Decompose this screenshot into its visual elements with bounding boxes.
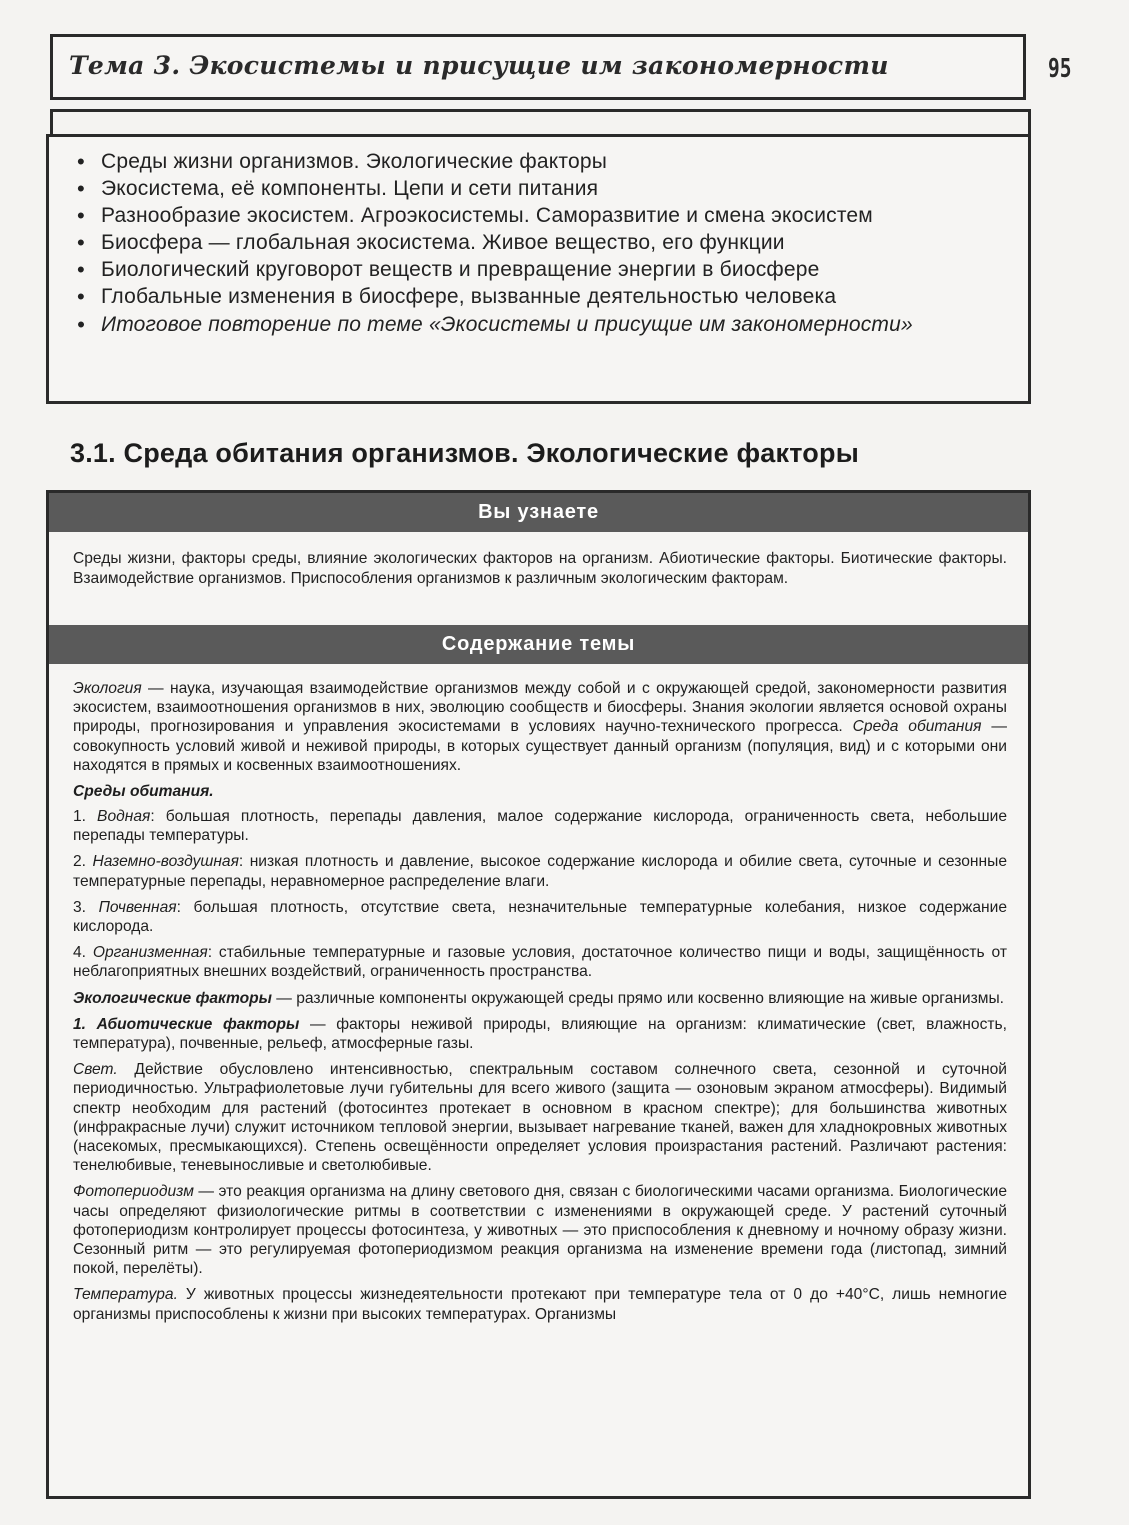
list-item: • Итоговое повторение по теме «Экосистемы и присущие им закономерности» [77, 311, 913, 337]
habitats-heading: Среды обитания. [73, 783, 214, 801]
topic-header [50, 34, 1026, 100]
bullet-icon: • [77, 176, 85, 202]
habitat-item: 3. Почвенная: большая плотность, отсутствие света, незначительные температурные колебания, низкое содержание кислорода. [73, 898, 1007, 936]
bullet-icon: • [77, 257, 85, 283]
topic-title: Тема 3. Экосистемы и присущие им закономерности [69, 51, 889, 80]
topic-contents-list [77, 149, 1006, 339]
page-number: 95 [1048, 54, 1072, 84]
paragraph-temperature: Температура. У животных процессы жизнедеятельности протекают при температуре тела от 0 до +40°С, лишь немногие организмы приспособлены к жизни при высоких температурах. Организмы [73, 1286, 1007, 1323]
bullet-icon: • [77, 203, 85, 229]
list-item: • Биосфера — глобальная экосистема. Живое вещество, его функции [77, 230, 785, 256]
bullet-icon: • [77, 230, 85, 256]
paragraph-photoperiodism: Фотопериодизм — это реакция организма на длину светового дня, связан с биологическими часами организма. Биологические часы определяют физиологические ритмы в соответствии с изменениями в окружающей среде. У растений суточный фотопериодизм контролирует процессы фотосинтеза, у животных — это приспособления к дневному и ночному образу жизни. Сезонный ритм — это регулируемая фотопериодизмом реакция организма на изменение времени года (листопад, зимний покой, перелёты). [73, 1183, 1007, 1278]
bullet-icon: • [77, 284, 85, 310]
header-divider [50, 109, 1031, 137]
habitat-item: 4. Организменная: стабильные температурные и газовые условия, достаточное количество пищи и воды, защищённость от неблагоприятных внешних воздействий, ограниченность пространства. [73, 944, 1007, 981]
list-item: • Биологический круговорот веществ и превращение энергии в биосфере [77, 257, 820, 283]
list-item: • Экосистема, её компоненты. Цепи и сети питания [77, 176, 599, 202]
paragraph-abiotic: 1. Абиотические факторы — факторы неживой природы, влияющие на организм: климатические (свет, влажность, температура), почвенные, рельеф, атмосферные газы. [73, 1015, 1007, 1053]
learn-band: Вы узнаете [49, 493, 1028, 532]
list-item: • Разнообразие экосистем. Агроэкосистемы. Саморазвитие и смена экосистем [77, 203, 873, 229]
lesson-box [46, 490, 1031, 1499]
paragraph-factors: Экологические факторы — различные компоненты окружающей среды прямо или косвенно влияющие на живые организмы. [73, 989, 1004, 1007]
section-heading: 3.1. Среда обитания организмов. Экологические факторы [70, 438, 859, 468]
list-item: • Глобальные изменения в биосфере, вызванные деятельностью человека [77, 284, 837, 310]
paragraph-light: Свет. Действие обусловлено интенсивностью, спектральным составом солнечного света, сезонной и суточной периодичностью. Ультрафиолетовые лучи губительны для всего живого (защита — озоновым экраном атмосферы). Видимый спектр необходим для растений (фотосинтез протекает в основном в красном спектре); для большинства животных (инфракрасные лучи) служит источником тепловой энергии, вызывает нагревание тканей, важен для хладнокровных животных (насекомых, пресмыкающихся). Степень освещённости определяет условия произрастания растений. Различают растения: тенелюбивые, теневыносливые и светолюбивые. [73, 1061, 1007, 1175]
paragraph-ecology: Экология — наука, изучающая взаимодействие организмов между собой и с окружающей средой, закономерности развития экосистем, взаимоотношения организмов в них, эволюцию сообществ и биосферы. Знания экологии является основой охраны природы, прогнозирования и управления экосистемами в условиях научно-технического прогресса. Среда обитания — совокупность условий живой и неживой природы, в которых существует данный организм (популяция, вид) и с которыми они находятся в прямых и косвенных взаимоотношениях. [73, 680, 1007, 774]
bullet-icon: • [77, 311, 85, 337]
bullet-icon: • [77, 149, 85, 174]
content-band: Содержание темы [49, 625, 1028, 664]
topic-contents-box [46, 134, 1031, 404]
learn-text: Среды жизни, факторы среды, влияние экологических факторов на организм. Абиотические факторы. Биотические факторы. Взаимодействие организмов. Приспособления организмов к различным экологическим факторам. [73, 550, 1007, 587]
habitat-item: 2. Наземно-воздушная: низкая плотность и давление, высокое содержание кислорода и обилие света, суточные и сезонные температурные перепады, неравномерное распределение влаги. [73, 853, 1007, 890]
list-item: • Среды жизни организмов. Экологические факторы [77, 149, 608, 174]
content-body [73, 679, 1007, 1331]
habitat-item: 1. Водная: большая плотность, перепады давления, малое содержание кислорода, ограниченность света, небольшие перепады температуры. [73, 808, 1007, 845]
